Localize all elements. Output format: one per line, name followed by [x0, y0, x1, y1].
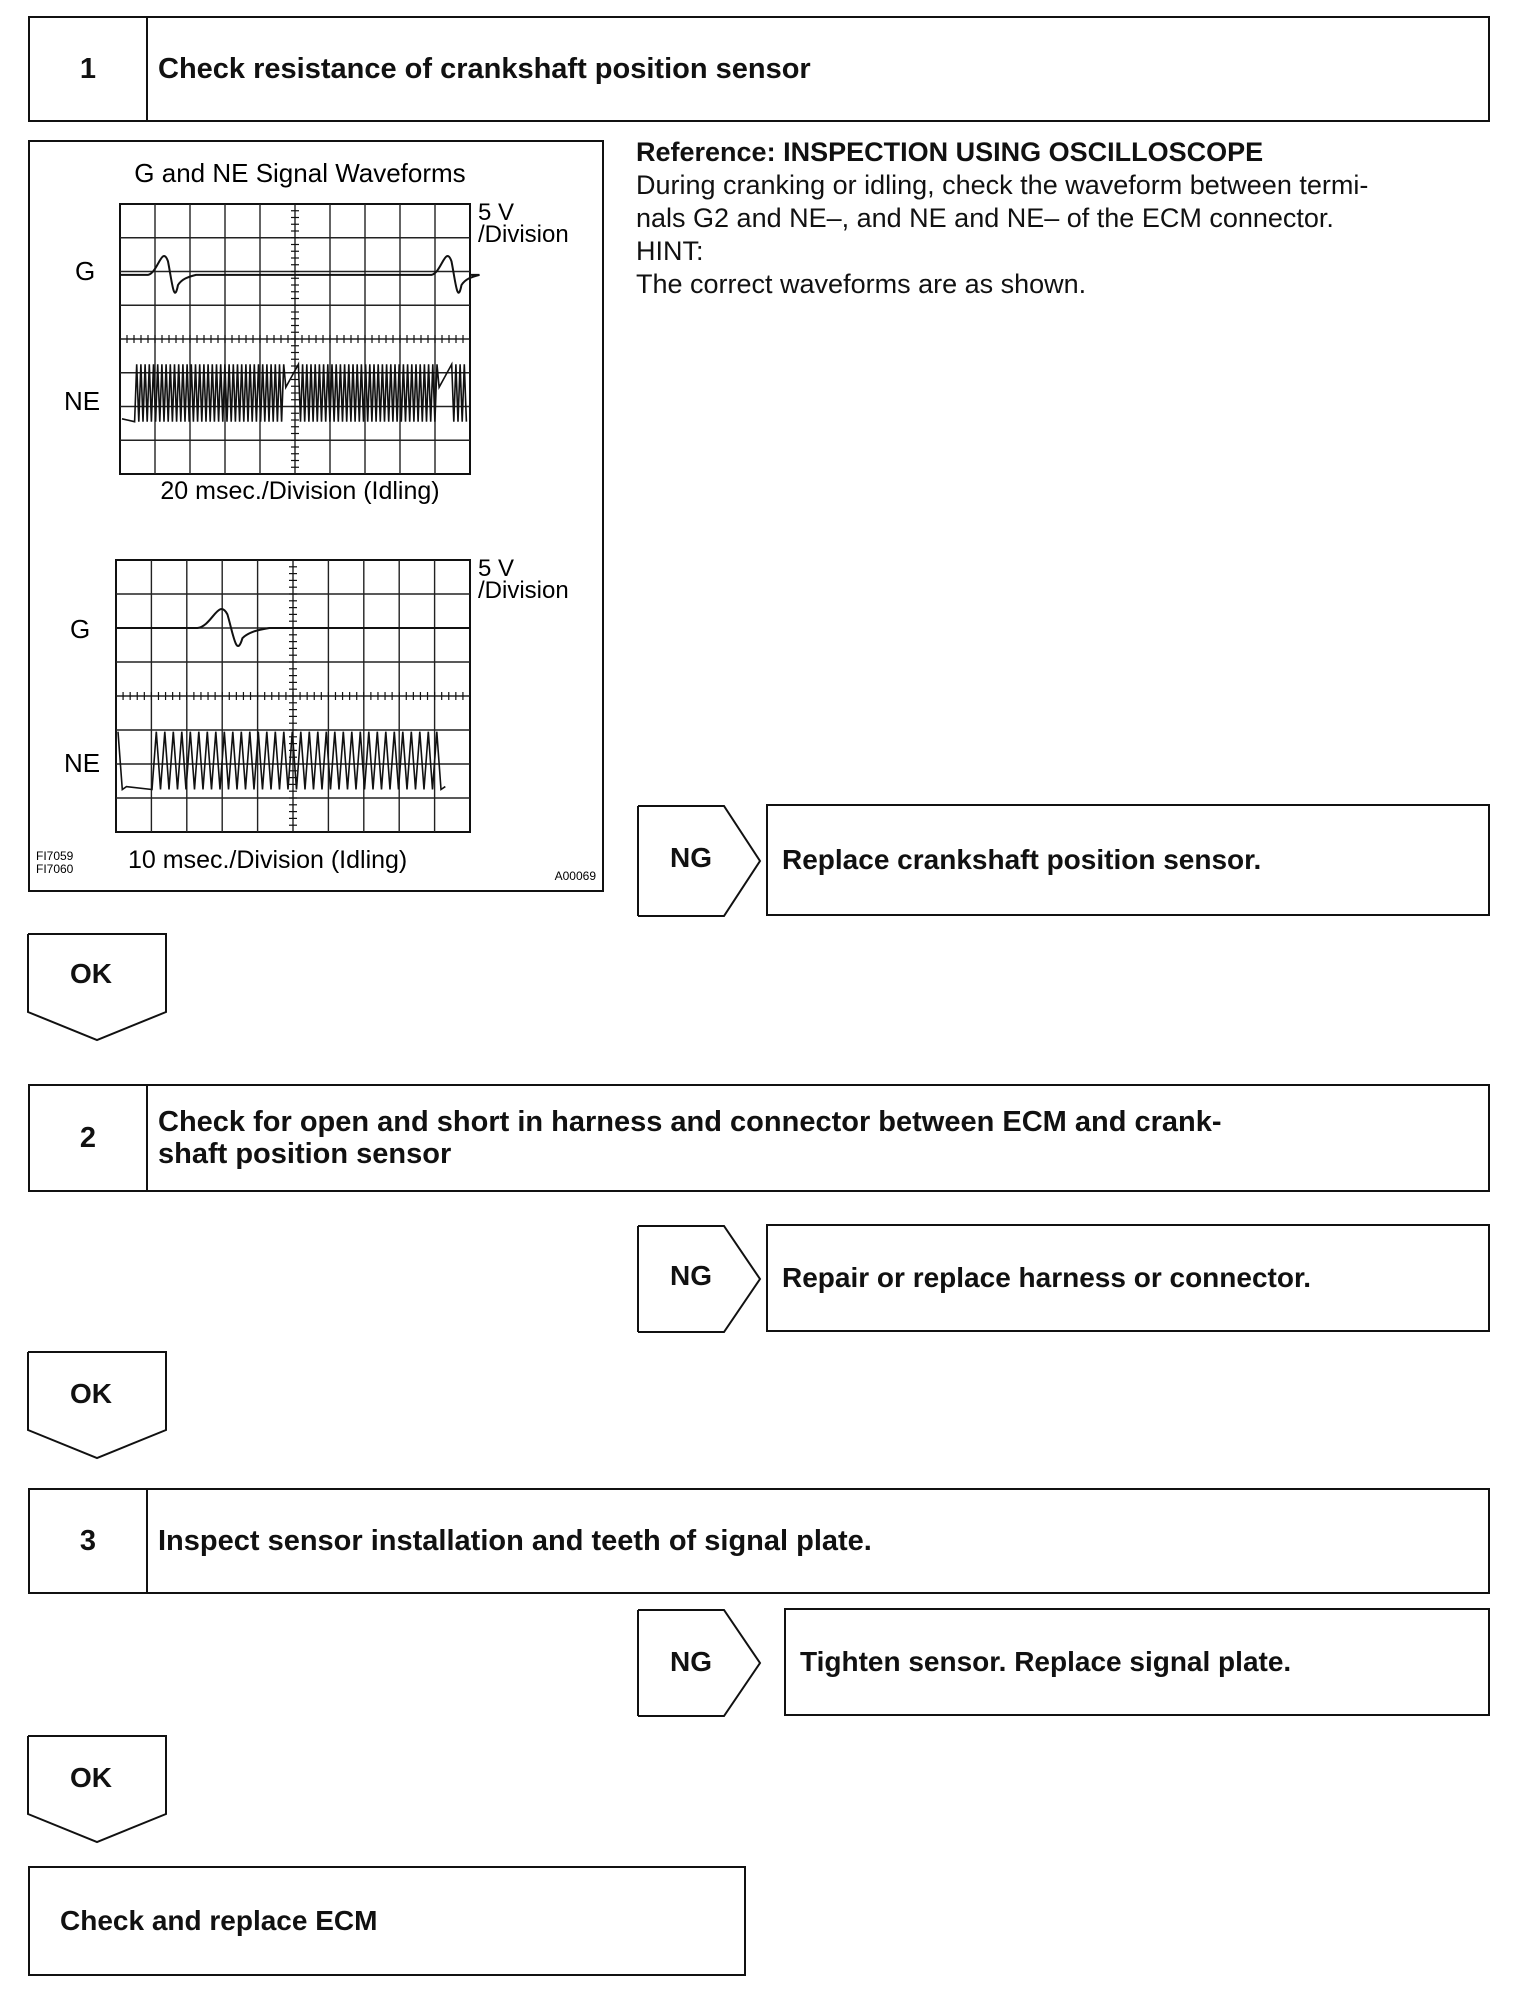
waveform-svg — [30, 142, 602, 890]
figure-title: G and NE Signal Waveforms — [134, 158, 466, 188]
step-title: Check resistance of crankshaft position sensor — [158, 53, 811, 85]
g-label-bottom: G — [70, 614, 91, 644]
timebase-bottom: 10 msec./Division (Idling) — [128, 846, 408, 874]
reference-text — [636, 136, 1496, 301]
figure-code-a: FI7059 — [36, 849, 74, 863]
waveform-figure — [28, 140, 604, 892]
g-label-top: G — [75, 256, 96, 286]
step-3-box — [28, 1488, 1490, 1594]
final-action: Check and replace ECM — [28, 1866, 746, 1976]
ng-action-3: Tighten sensor. Replace signal plate. — [784, 1608, 1490, 1716]
step-2-box — [28, 1084, 1490, 1192]
g-waveform — [120, 256, 480, 293]
volt-scale-bottom-1: 5 V — [478, 555, 515, 582]
ok-label-1: OK — [70, 958, 112, 989]
ok-label-2: OK — [70, 1378, 112, 1409]
ng-action-1: Replace crankshaft position sensor. — [766, 804, 1490, 916]
reference-line-1: During cranking or idling, check the waveform between termi- — [636, 170, 1369, 200]
step-number: 3 — [30, 1490, 148, 1592]
scope-top — [120, 204, 480, 474]
ng-label-1: NG — [670, 842, 712, 873]
step-title-line-2: shaft position sensor — [158, 1138, 452, 1170]
reference-line-3: The correct waveforms are as shown. — [636, 269, 1087, 299]
volt-scale-top-2: /Division — [478, 221, 569, 248]
scope-bottom — [116, 560, 470, 832]
step-title-line-1: Check for open and short in harness and connector between ECM and crank- — [158, 1106, 1222, 1138]
ng-action-2: Repair or replace harness or connector. — [766, 1224, 1490, 1332]
step-number: 1 — [30, 18, 148, 120]
ne-waveform — [118, 732, 445, 790]
ng-label-3: NG — [670, 1646, 712, 1677]
figure-code-c: A00069 — [554, 869, 596, 883]
ne-label-top: NE — [64, 386, 101, 416]
reference-hint: HINT: — [636, 236, 704, 266]
step-1-box — [28, 16, 1490, 122]
ok-label-3: OK — [70, 1762, 112, 1793]
reference-line-2: nals G2 and NE–, and NE and NE– of the ECM connector. — [636, 203, 1334, 233]
volt-scale-bottom-2: /Division — [478, 577, 569, 604]
timebase-top: 20 msec./Division (Idling) — [160, 477, 440, 505]
volt-scale-top-1: 5 V — [478, 199, 515, 226]
reference-title: Reference: INSPECTION USING OSCILLOSCOPE — [636, 137, 1264, 167]
ne-label-bottom: NE — [64, 748, 101, 778]
figure-code-b: FI7060 — [36, 862, 74, 876]
step-title: Inspect sensor installation and teeth of signal plate. — [158, 1525, 872, 1557]
step-number: 2 — [30, 1086, 148, 1190]
ng-label-2: NG — [670, 1260, 712, 1291]
